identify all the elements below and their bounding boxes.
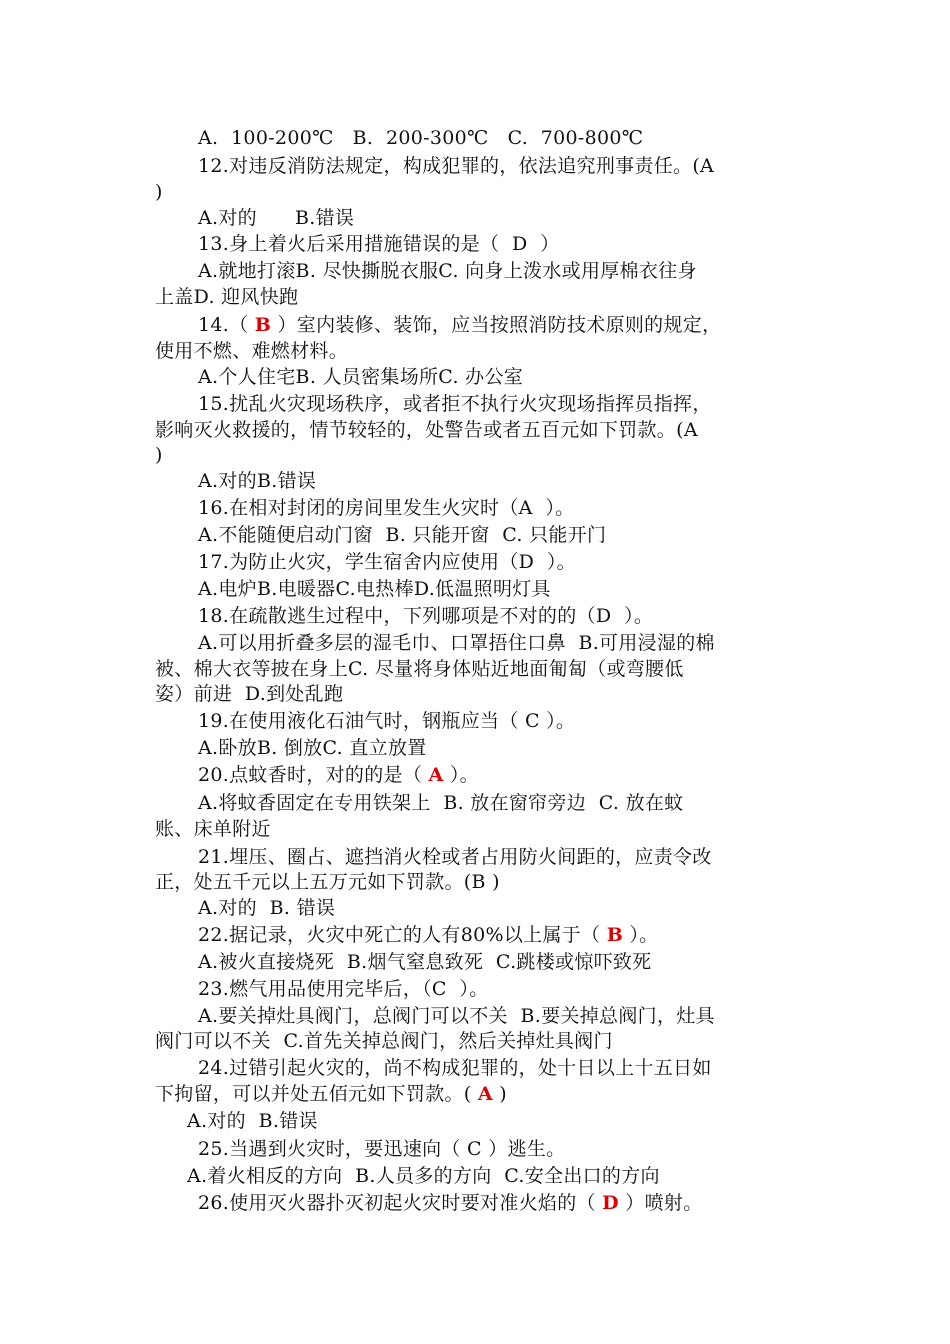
question-line: 25.当遇到火灾时，要迅速向（ C ）逃生。 — [198, 1138, 566, 1160]
question-line: ) — [155, 444, 163, 466]
question-line: 19.在使用液化石油气时，钢瓶应当（ C ）。 — [198, 710, 576, 732]
option-line: A.可以用折叠多层的湿毛巾、口罩捂住口鼻 B.可用浸湿的棉 — [198, 632, 715, 654]
question-line: 14.（ B ）室内装修、装饰，应当按照消防技术原则的规定， — [198, 314, 722, 336]
answer-mark: B — [606, 924, 624, 946]
question-line: 17.为防止火灾，学生宿舍内应使用（D ）。 — [198, 551, 576, 573]
question-line: ) — [155, 181, 163, 203]
answer-mark: A — [428, 764, 444, 786]
option-line: A.对的 B.错误 — [187, 1110, 318, 1132]
answer-mark: A — [477, 1083, 493, 1105]
option-line: 账、床单附近 — [155, 818, 271, 840]
option-line: A.不能随便启动门窗 B. 只能开窗 C. 只能开门 — [198, 524, 607, 546]
option-line: A.对的 B.错误 — [198, 207, 355, 229]
option-line: A.对的B.错误 — [198, 470, 317, 492]
option-line: A. 100-200℃ B. 200-300℃ C. 700-800℃ — [198, 127, 644, 149]
option-line: A.卧放B. 倒放C. 直立放置 — [198, 737, 427, 759]
question-line: 18.在疏散逃生过程中，下列哪项是不对的的（D ）。 — [198, 605, 654, 627]
option-line: A.就地打滚B. 尽快撕脱衣服C. 向身上泼水或用厚棉衣往身 — [198, 260, 697, 282]
option-line: 阀门可以不关 C.首先关掉总阀门，然后关掉灶具阀门 — [155, 1030, 613, 1052]
question-line: 26.使用灭火器扑灭初起火灾时要对准火焰的（ D ）喷射。 — [198, 1192, 703, 1214]
option-line: A.将蚊香固定在专用铁架上 B. 放在窗帘旁边 C. 放在蚊 — [198, 792, 684, 814]
question-line: 22.据记录，火灾中死亡的人有80%以上属于（ B ）。 — [198, 924, 659, 946]
option-line: 上盖D. 迎风快跑 — [155, 286, 299, 308]
option-line: A.对的 B. 错误 — [198, 897, 336, 919]
option-line: 被、棉大衣等披在身上C. 尽量将身体贴近地面匍匐（或弯腰低 — [155, 658, 684, 680]
answer-mark: B — [254, 314, 272, 336]
option-line: A.被火直接烧死 B.烟气窒息致死 C.跳楼或惊吓致死 — [198, 951, 652, 973]
question-line: 影响灭火救援的，情节较轻的，处警告或者五百元如下罚款。(A — [155, 419, 698, 441]
question-line: 正，处五千元以上五万元如下罚款。(B ) — [155, 871, 500, 893]
question-line: 21.埋压、圈占、遮挡消火栓或者占用防火间距的，应责令改 — [198, 846, 712, 868]
question-line: 下拘留，可以并处五佰元如下罚款。( A ) — [155, 1083, 507, 1105]
answer-mark: D — [602, 1192, 619, 1214]
question-line: 23.燃气用品使用完毕后，（C ）。 — [198, 978, 489, 1000]
question-line: 12.对违反消防法规定，构成犯罪的，依法追究刑事责任。(A — [198, 155, 715, 177]
option-line: A.着火相反的方向 B.人员多的方向 C.安全出口的方向 — [187, 1165, 660, 1187]
question-line: 20.点蚊香时，对的的是（ A ）。 — [198, 764, 479, 786]
question-line: 13.身上着火后采用措施错误的是（ D ） — [198, 233, 560, 255]
option-line: 姿）前进 D.到处乱跑 — [155, 683, 344, 705]
question-line: 16.在相对封闭的房间里发生火灾时（A ）。 — [198, 497, 575, 519]
question-line: 24.过错引起火灾的，尚不构成犯罪的，处十日以上十五日如 — [198, 1057, 712, 1079]
question-line: 15.扰乱火灾现场秩序，或者拒不执行火灾现场指挥员指挥， — [198, 393, 712, 415]
option-line: A.电炉B.电暖器C.电热棒D.低温照明灯具 — [198, 578, 551, 600]
question-line: 使用不燃、难燃材料。 — [155, 340, 349, 362]
option-line: A.要关掉灶具阀门，总阀门可以不关 B.要关掉总阀门，灶具 — [198, 1005, 715, 1027]
option-line: A.个人住宅B. 人员密集场所C. 办公室 — [198, 366, 524, 388]
